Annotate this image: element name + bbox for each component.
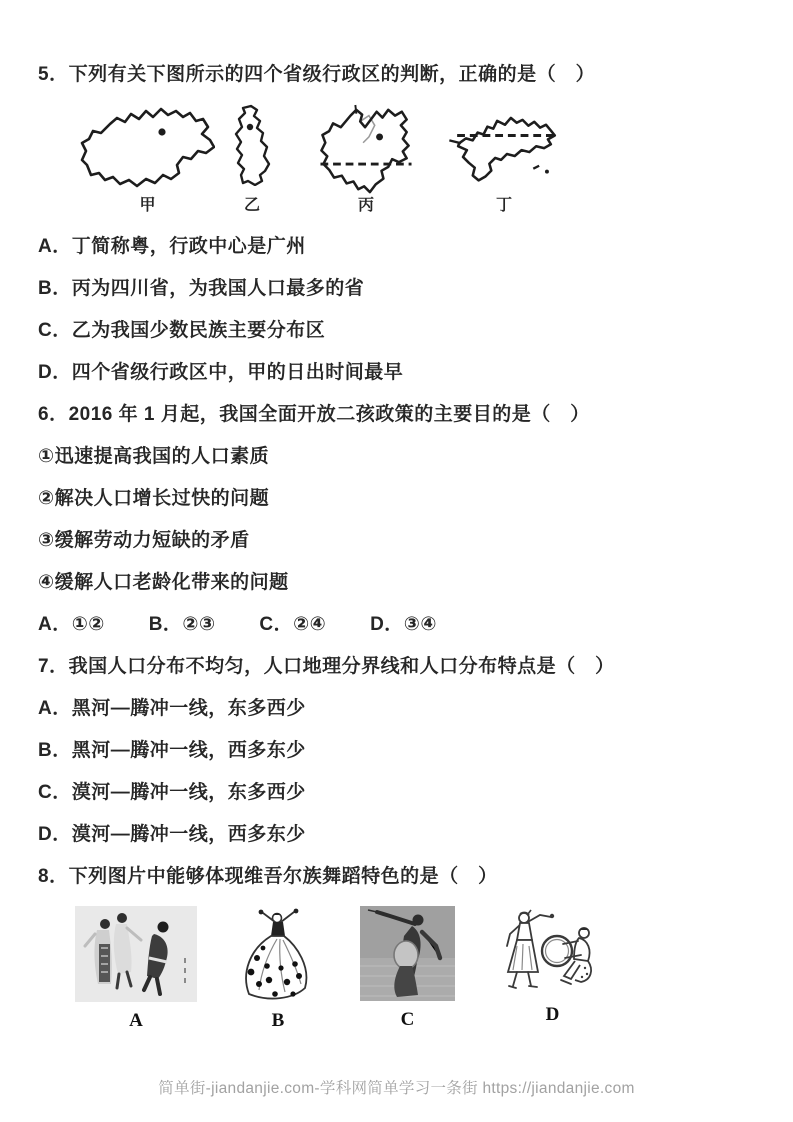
question-6-item-2: ②解决人口增长过快的问题 — [38, 488, 270, 509]
question-5-option-a: A．丁简称粤，行政中心是广州 — [38, 236, 306, 257]
dance-image-b — [237, 906, 319, 1032]
dance-image-a — [75, 906, 197, 1032]
question-6-option-d: D．③④ — [370, 614, 437, 635]
question-6-item-3: ③缓解劳动力短缺的矛盾 — [38, 530, 250, 551]
question-6-stem: 6．2016 年 1 月起，我国全面开放二孩政策的主要目的是（ ） — [38, 404, 590, 425]
footer-watermark: 简单街-jiandanjie.com-学科网简单学习一条街 https://jiandanjie.com — [158, 1080, 635, 1097]
province-map-jia — [80, 104, 215, 216]
question-6-option-b: B．②③ — [148, 614, 216, 635]
question-6-item-1: ①迅速提高我国的人口素质 — [38, 446, 270, 467]
question-5-stem: 5．下列有关下图所示的四个省级行政区的判断，正确的是（ ） — [38, 64, 596, 85]
question-6-option-a: A．①② — [38, 614, 105, 635]
map-label-yi: 乙 — [243, 197, 260, 214]
map-label-bing: 丙 — [357, 197, 374, 214]
dance-images-figure — [75, 906, 753, 1032]
shanxi-outline-icon — [230, 104, 274, 186]
question-6-option-c: C．②④ — [259, 614, 327, 635]
tibetan-dance-painting-icon — [75, 906, 197, 1002]
dance-image-c — [360, 906, 455, 1031]
question-7-option-b: B．黑河—腾冲一线，西多东少 — [38, 740, 306, 761]
question-7-option-c: C．漠河—腾冲一线，东多西少 — [38, 782, 306, 803]
uyghur-dance-drawing-icon — [495, 906, 610, 996]
question-7-stem: 7．我国人口分布不均匀，人口地理分界线和人口分布特点是（ ） — [38, 656, 615, 677]
drum-dance-photo-icon — [360, 906, 455, 1001]
dance-image-label-c: C — [400, 1009, 415, 1030]
province-maps-figure — [80, 104, 753, 216]
province-map-yi — [230, 104, 274, 216]
question-6-options-line — [38, 612, 753, 638]
question-5-option-c: C．乙为我国少数民族主要分布区 — [38, 320, 326, 341]
question-6-item-4: ④缓解人口老龄化带来的问题 — [38, 572, 289, 593]
dance-image-d — [495, 906, 610, 1026]
question-8-stem: 8．下列图片中能够体现维吾尔族舞蹈特色的是（ ） — [38, 866, 498, 887]
yunnan-outline-icon — [319, 104, 413, 196]
xinjiang-outline-icon — [80, 104, 215, 188]
province-map-ding — [448, 104, 560, 216]
dance-image-label-b: B — [271, 1010, 285, 1031]
map-label-ding: 丁 — [495, 197, 512, 214]
map-label-jia: 甲 — [139, 197, 156, 214]
question-5-option-b: B．丙为四川省，为我国人口最多的省 — [38, 278, 365, 299]
peacock-dance-drawing-icon — [237, 906, 319, 1002]
dance-image-label-a: A — [129, 1010, 143, 1031]
question-7-option-d: D．漠河—腾冲一线，西多东少 — [38, 824, 306, 845]
guangdong-outline-icon — [448, 114, 560, 196]
dance-image-label-d: D — [545, 1004, 560, 1025]
province-map-bing — [319, 104, 413, 216]
question-5-option-d: D．四个省级行政区中，甲的日出时间最早 — [38, 362, 404, 383]
question-7-option-a: A．黑河—腾冲一线，东多西少 — [38, 698, 306, 719]
